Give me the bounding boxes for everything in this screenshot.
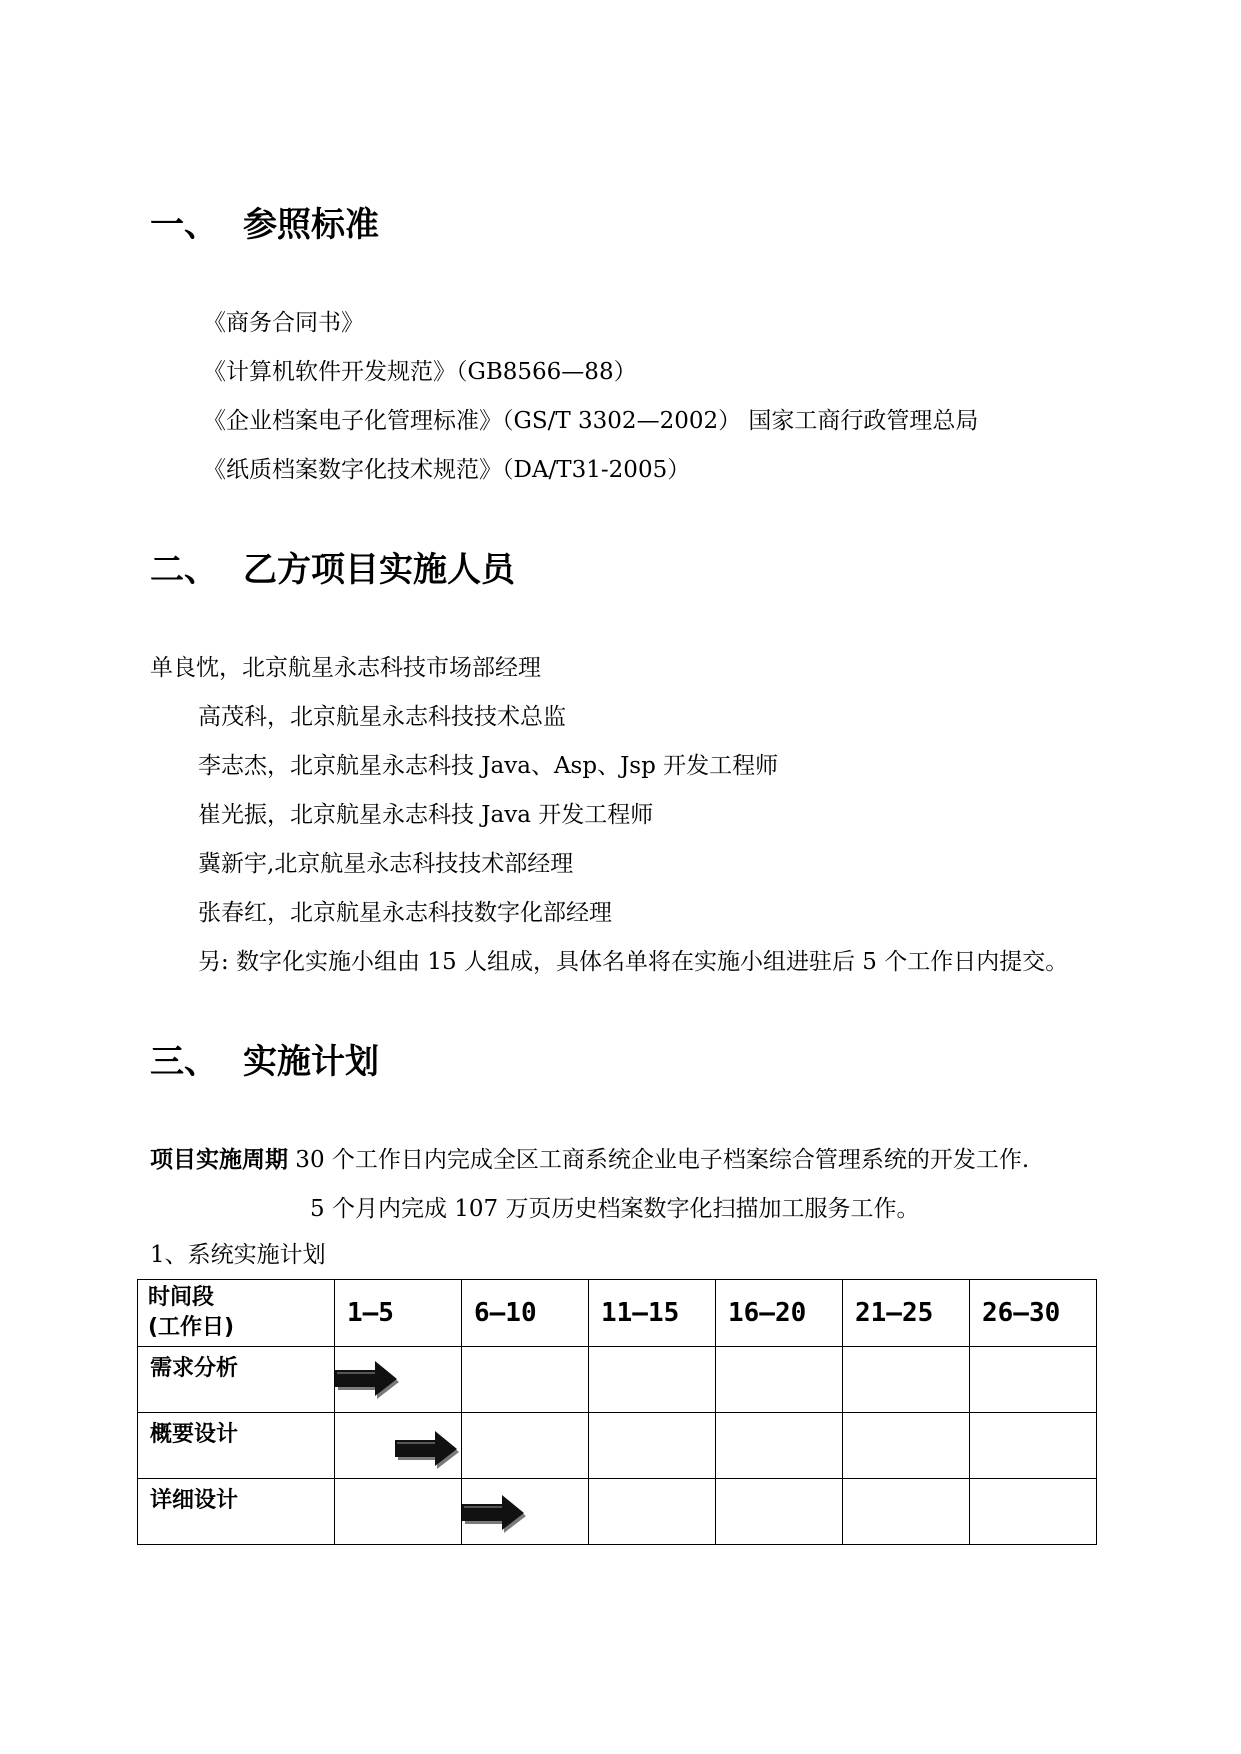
section-heading-3	[150, 1042, 379, 1082]
task-cell	[138, 1347, 335, 1413]
reference-item: 《商务合同书》	[203, 310, 364, 336]
right-arrow-icon	[462, 1493, 528, 1533]
staff-item: 单良忱，北京航星永志科技市场部经理	[150, 655, 541, 681]
schedule-cell	[843, 1347, 970, 1413]
section-number: 三、	[150, 1042, 218, 1082]
plan-subtitle: 1、系统实施计划	[150, 1242, 326, 1268]
staff-item: 冀新宇,北京航星永志科技技术部经理	[198, 851, 574, 877]
header-day-cell	[335, 1280, 462, 1347]
staff-item: 张春红，北京航星永志科技数字化部经理	[198, 900, 612, 926]
schedule-cell	[462, 1347, 589, 1413]
header-day-cell	[462, 1280, 589, 1347]
reference-item: 《纸质档案数字化技术规范》（DA/T31-2005）	[203, 457, 691, 483]
task-cell	[138, 1413, 335, 1479]
schedule-cell	[970, 1347, 1097, 1413]
right-arrow-icon	[335, 1359, 401, 1399]
schedule-cell	[335, 1413, 462, 1479]
header-period-unit: (工作日)	[148, 1315, 235, 1340]
reference-item: 《计算机软件开发规范》（GB8566—88）	[203, 359, 637, 385]
schedule-cell	[843, 1413, 970, 1479]
schedule-cell	[462, 1413, 589, 1479]
schedule-cell	[970, 1413, 1097, 1479]
schedule-cell	[716, 1347, 843, 1413]
staff-item: 李志杰，北京航星永志科技 Java、Asp、Jsp 开发工程师	[198, 753, 779, 779]
staff-note: 另: 数字化实施小组由 15 人组成，具体名单将在实施小组进驻后 5 个工作日内提交。	[198, 949, 1069, 975]
schedule-cell	[335, 1347, 462, 1413]
schedule-cell	[589, 1347, 716, 1413]
schedule-cell	[589, 1413, 716, 1479]
section-title: 乙方项目实施人员	[243, 550, 515, 590]
section-title: 实施计划	[243, 1042, 379, 1082]
table-header-row	[138, 1280, 1097, 1347]
period-label: 项目实施周期	[150, 1147, 288, 1173]
header-day-cell	[843, 1280, 970, 1347]
section-heading-1	[150, 205, 379, 245]
task-name: 详细设计	[150, 1488, 239, 1513]
header-day-label: 1—5	[347, 1298, 394, 1328]
schedule-cell	[589, 1479, 716, 1545]
header-day-cell	[716, 1280, 843, 1347]
schedule-cell	[335, 1479, 462, 1545]
schedule-cell	[843, 1479, 970, 1545]
schedule-table	[137, 1279, 1097, 1545]
header-day-cell	[589, 1280, 716, 1347]
period-text-2: 5 个月内完成 107 万页历史档案数字化扫描加工服务工作。	[310, 1196, 920, 1222]
header-day-label: 21—25	[855, 1298, 934, 1328]
task-name: 概要设计	[150, 1422, 239, 1447]
header-period-label: 时间段	[148, 1285, 215, 1310]
period-text: 30 个工作日内完成全区工商系统企业电子档案综合管理系统的开发工作.	[288, 1147, 1030, 1173]
period-line	[150, 1145, 1029, 1175]
table-row	[138, 1413, 1097, 1479]
table-row	[138, 1479, 1097, 1545]
header-day-label: 16—20	[728, 1298, 807, 1328]
table-row	[138, 1347, 1097, 1413]
section-number: 二、	[150, 550, 218, 590]
schedule-cell	[716, 1479, 843, 1545]
section-number: 一、	[150, 205, 218, 245]
section-title: 参照标准	[243, 205, 379, 245]
task-name: 需求分析	[150, 1356, 239, 1381]
section-heading-2	[150, 550, 515, 590]
schedule-cell	[716, 1413, 843, 1479]
reference-item: 《企业档案电子化管理标准》（GS/T 3302—2002） 国家工商行政管理总局	[203, 408, 979, 434]
schedule-cell	[970, 1479, 1097, 1545]
task-cell	[138, 1479, 335, 1545]
header-day-label: 26—30	[982, 1298, 1061, 1328]
header-day-cell	[970, 1280, 1097, 1347]
right-arrow-icon	[395, 1429, 461, 1469]
staff-item: 崔光振，北京航星永志科技 Java 开发工程师	[198, 802, 654, 828]
header-day-label: 11—15	[601, 1298, 680, 1328]
schedule-cell	[462, 1479, 589, 1545]
header-day-label: 6—10	[474, 1298, 537, 1328]
staff-item: 高茂科，北京航星永志科技技术总监	[198, 704, 566, 730]
header-period-cell	[138, 1280, 335, 1347]
